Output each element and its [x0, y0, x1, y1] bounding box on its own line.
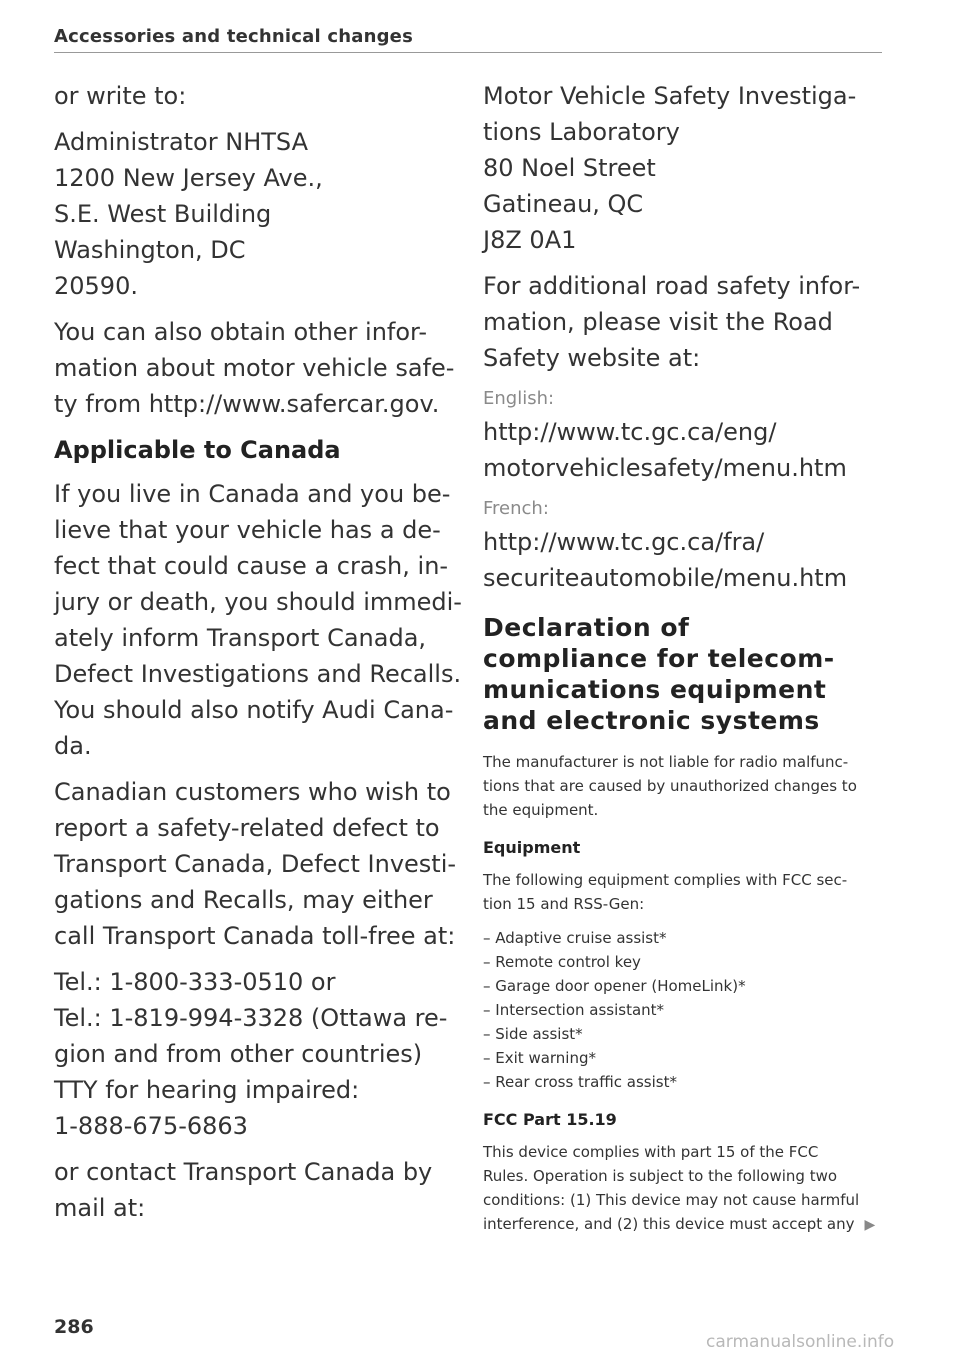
text-line: Canadian customers who wish to [54, 778, 451, 806]
phone-numbers [54, 964, 454, 1144]
text-line: Tel.: 1-800-333-0510 or [54, 968, 336, 996]
text-line: report a safety-related defect to [54, 814, 440, 842]
page-header [54, 26, 882, 47]
laboratory-address [483, 78, 893, 258]
text-line: mail at: [54, 1194, 146, 1222]
text-line: fect that could cause a crash, in- [54, 552, 449, 580]
text-line: lieve that your vehicle has a de- [54, 516, 441, 544]
text-line: jury or death, you should immedi- [54, 588, 462, 616]
text-segment: interference, and (2) this device must accept any [483, 1215, 855, 1233]
list-item: – Intersection assistant* [483, 1001, 665, 1019]
text-line: tion 15 and RSS-Gen: [483, 895, 645, 913]
text-line: 1200 New Jersey Ave., [54, 164, 323, 192]
text-line: http://www.tc.gc.ca/eng/ [483, 418, 777, 446]
text-line: call Transport Canada toll-free at: [54, 922, 456, 950]
text-line: Administrator NHTSA [54, 128, 308, 156]
watermark: carmanualsonline.info [706, 1332, 895, 1352]
text-line: Transport Canada, Defect Investi- [54, 850, 457, 878]
text-line: Washington, DC [54, 236, 246, 264]
list-item: – Remote control key [483, 953, 641, 971]
left-column [54, 78, 462, 1236]
manufacturer-paragraph [483, 750, 893, 822]
road-safety-paragraph [483, 268, 893, 376]
text-line: Rules. Operation is subject to the following two [483, 1167, 838, 1185]
text-line: Tel.: 1-819-994-3328 (Ottawa re- [54, 1004, 448, 1032]
text-line: conditions: (1) This device may not cause harmful [483, 1191, 860, 1209]
right-column [483, 78, 893, 1247]
list-item: – Garage door opener (HomeLink)* [483, 977, 746, 995]
nhtsa-address [54, 124, 454, 304]
list-item: – Exit warning* [483, 1049, 597, 1067]
french-label: French: [483, 498, 549, 519]
header-rule [54, 52, 882, 53]
text-line: gion and from other countries) [54, 1040, 423, 1068]
canadian-customers-paragraph [54, 774, 457, 954]
text-line: S.E. West Building [54, 200, 272, 228]
text-line: Gatineau, QC [483, 190, 644, 218]
text-line: ty from http://www.safercar.gov. [54, 390, 440, 418]
header-title: Accessories and technical changes [54, 26, 414, 47]
text-line: The following equipment complies with FCC sec- [483, 871, 848, 889]
text-line: Safety website at: [483, 344, 701, 372]
text-line: securiteautomobile/menu.htm [483, 564, 848, 592]
text-line: Motor Vehicle Safety Investiga- [483, 82, 857, 110]
text-line: 80 Noel Street [483, 154, 656, 182]
english-url [483, 414, 893, 486]
list-item: – Side assist* [483, 1025, 583, 1043]
contact-mail-paragraph [54, 1154, 454, 1226]
text-line: mation about motor vehicle safe- [54, 354, 455, 382]
english-label: English: [483, 388, 555, 409]
safercar-paragraph [54, 314, 454, 422]
text-line: This device complies with part 15 of the FCC [483, 1143, 819, 1161]
heading-line: munications equipment [483, 675, 827, 704]
text-line: J8Z 0A1 [483, 226, 577, 254]
text-line [483, 1212, 893, 1237]
text-line: ately inform Transport Canada, [54, 624, 427, 652]
text-line: motorvehiclesafety/menu.htm [483, 454, 847, 482]
text-line: The manufacturer is not liable for radio malfunc- [483, 753, 849, 771]
text-line: tions that are caused by unauthorized changes to [483, 777, 857, 795]
canada-heading: Applicable to Canada [54, 436, 341, 464]
text-line: gations and Recalls, may either [54, 886, 433, 914]
page-number: 286 [54, 1316, 94, 1338]
fcc-paragraph [483, 1140, 893, 1237]
heading-line: compliance for telecom- [483, 644, 835, 673]
text-line: TTY for hearing impaired: [54, 1076, 360, 1104]
text-line: Defect Investigations and Recalls. [54, 660, 462, 688]
text-line: If you live in Canada and you be- [54, 480, 451, 508]
fcc-heading: FCC Part 15.19 [483, 1110, 617, 1129]
declaration-heading [483, 612, 893, 736]
text-line: 1-888-675-6863 [54, 1112, 248, 1140]
list-item: – Adaptive cruise assist* [483, 929, 667, 947]
text-line: or contact Transport Canada by [54, 1158, 433, 1186]
text-line: da. [54, 732, 92, 760]
french-url [483, 524, 893, 596]
text-line: 20590. [54, 272, 138, 300]
heading-line: and electronic systems [483, 706, 820, 735]
text-line: mation, please visit the Road [483, 308, 833, 336]
list-item: – Rear cross traffic assist* [483, 1073, 677, 1091]
text-line: the equipment. [483, 801, 599, 819]
continue-arrow-icon: ▶ [864, 1217, 876, 1233]
text-line: For additional road safety infor- [483, 272, 861, 300]
left-paragraph-1 [54, 78, 454, 114]
text-line: You should also notify Audi Cana- [54, 696, 454, 724]
equipment-heading: Equipment [483, 838, 581, 857]
text-line: or write to: [54, 82, 187, 110]
equipment-list [483, 926, 893, 1094]
heading-line: Declaration of [483, 613, 690, 642]
text-line: http://www.tc.gc.ca/fra/ [483, 528, 765, 556]
canada-paragraph [54, 476, 462, 764]
text-line: tions Laboratory [483, 118, 680, 146]
equipment-paragraph [483, 868, 893, 916]
text-line: You can also obtain other infor- [54, 318, 428, 346]
